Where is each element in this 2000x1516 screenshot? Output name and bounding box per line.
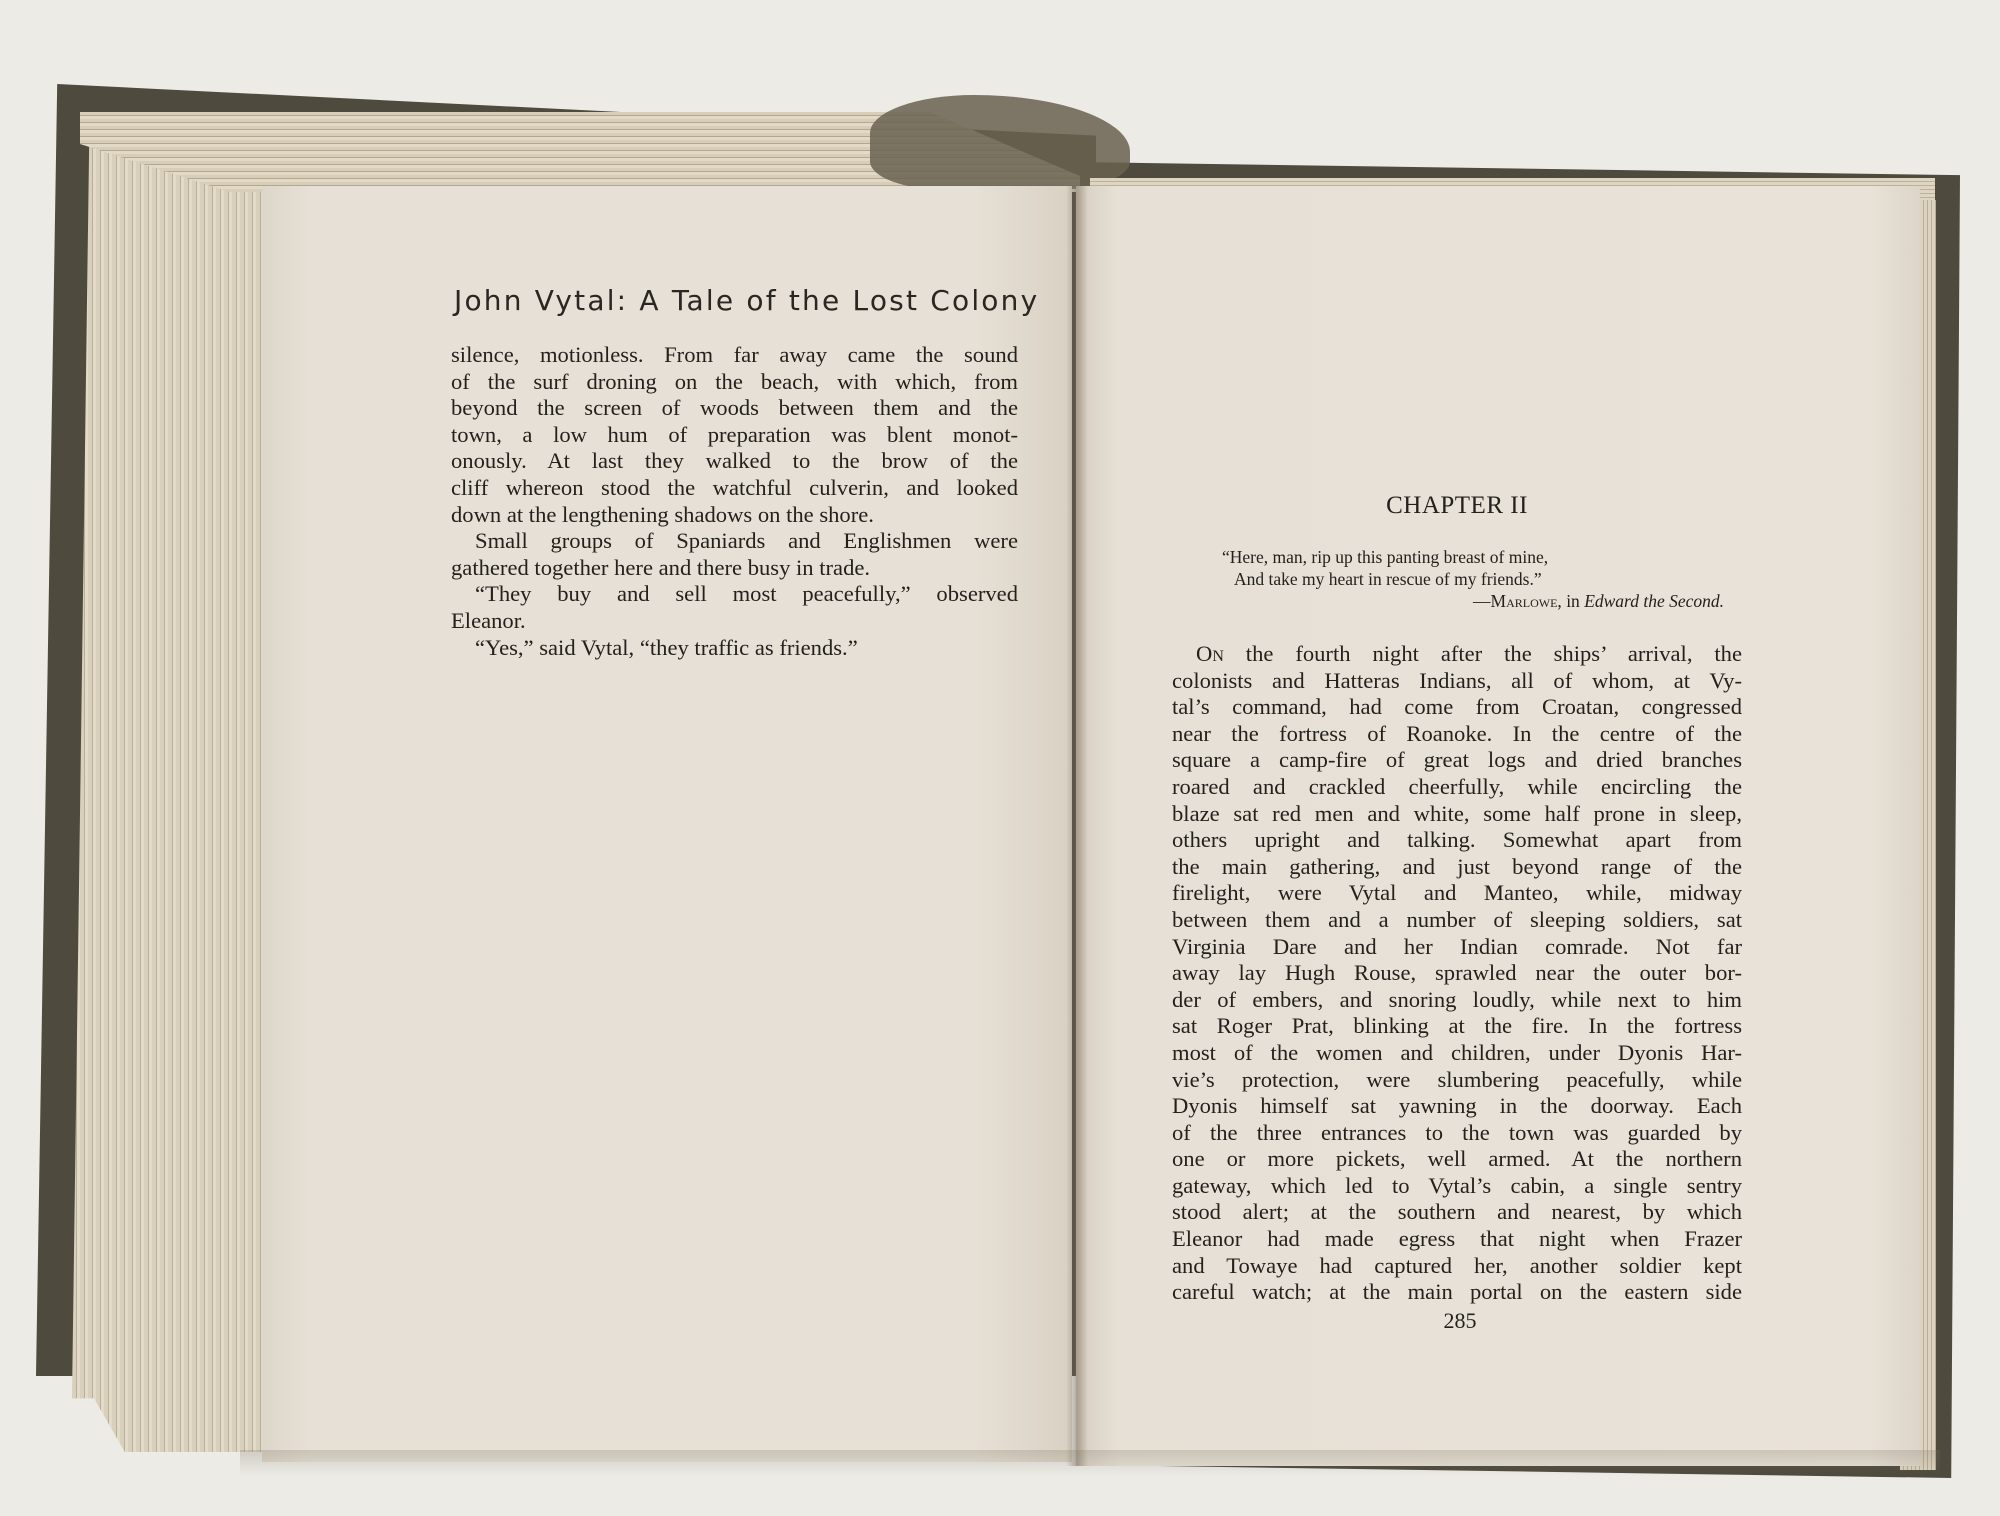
left-page-body — [451, 342, 1018, 661]
bottom-shadow — [240, 1450, 1940, 1476]
text-line: “They buy and sell most peacefully,” observed — [475, 581, 1018, 607]
text-line: blaze sat red men and white, some half prone in sleep, — [1172, 800, 1742, 826]
text-line: silence, motionless. From far away came the sound — [451, 342, 1018, 367]
text-line: and Towaye had captured her, another soldier kept — [1172, 1252, 1742, 1278]
text-line: town, a low hum of preparation was blent monot- — [451, 421, 1018, 447]
text-line: beyond the screen of woods between them and the — [451, 395, 1018, 421]
text-line: most of the women and children, under Dyonis Har- — [1172, 1039, 1742, 1065]
page-block-edge-left — [72, 112, 292, 1452]
epigraph-line: And take my heart in rescue of my friends.” — [1234, 569, 1542, 589]
text-line: sat Roger Prat, blinking at the fire. In the fortress — [1172, 1013, 1742, 1039]
chapter-title: CHAPTER II — [1386, 492, 1528, 519]
text-line: onously. At last they walked to the brow of the — [451, 448, 1018, 474]
text-line: Eleanor had made egress that night when Frazer — [1172, 1226, 1742, 1252]
book-gutter — [1066, 186, 1088, 1466]
running-head: John Vytal: A Tale of the Lost Colony — [454, 284, 1040, 317]
text-line: of the three entrances to the town was guarded by — [1172, 1119, 1742, 1145]
text-line: gathered together here and there busy in trade. — [451, 554, 871, 580]
text-line: one or more pickets, well armed. At the northern — [1172, 1146, 1742, 1172]
text-line: square a camp-fire of great logs and dried branches — [1172, 747, 1742, 773]
text-line: down at the lengthening shadows on the shore. — [451, 501, 874, 527]
text-line: “Yes,” said Vytal, “they traffic as friends.” — [475, 634, 858, 660]
text-line: Dyonis himself sat yawning in the doorway. Each — [1172, 1093, 1742, 1119]
page-number: 285 — [1443, 1308, 1477, 1333]
text-line: tal’s command, had come from Croatan, congressed — [1172, 694, 1742, 720]
text-line: stood alert; at the southern and nearest, by which — [1172, 1199, 1742, 1225]
text-line: near the fortress of Roanoke. In the centre of the — [1172, 720, 1742, 746]
epigraph-author: —Marlowe, — [1473, 591, 1562, 611]
text-line: vie’s protection, were slumbering peacefully, while — [1172, 1066, 1742, 1092]
text-line: of the surf droning on the beach, with which, from — [451, 368, 1018, 394]
text-line: gateway, which led to Vytal’s cabin, a single sentry — [1172, 1172, 1742, 1198]
text-line: others upright and talking. Somewhat apart from — [1172, 827, 1742, 853]
chapter-opening-word: On — [1196, 641, 1224, 666]
epigraph-work: Edward the Second. — [1584, 591, 1724, 611]
text-line: der of embers, and snoring loudly, while next to him — [1172, 986, 1742, 1012]
text-line: careful watch; at the main portal on the eastern side — [1172, 1279, 1742, 1305]
text-line: Small groups of Spaniards and Englishmen were — [475, 528, 1018, 554]
text-line: the main gathering, and just beyond range of the — [1172, 853, 1742, 879]
text-line: away lay Hugh Rouse, sprawled near the outer bor- — [1172, 960, 1742, 986]
epigraph-line: “Here, man, rip up this panting breast of mine, — [1222, 547, 1549, 567]
text-line — [1172, 641, 1742, 668]
text-line: colonists and Hatteras Indians, all of whom, at Vy- — [1172, 667, 1742, 693]
text-line: cliff whereon stood the watchful culverin, and looked — [451, 474, 1018, 500]
text-line: roared and crackled cheerfully, while encircling the — [1172, 773, 1742, 799]
text-line: Virginia Dare and her Indian comrade. Not far — [1172, 933, 1742, 959]
text-line: firelight, were Vytal and Manteo, while, midway — [1172, 880, 1742, 906]
text-line: between them and a number of sleeping soldiers, sat — [1172, 906, 1742, 932]
text-line: Eleanor. — [451, 607, 526, 633]
epigraph — [1222, 546, 1722, 612]
epigraph-in: in — [1561, 591, 1585, 611]
first-line-rest: the fourth night after the ships’ arrival, the — [1223, 641, 1742, 666]
epigraph-attribution — [1222, 590, 1724, 612]
right-page-body — [1172, 641, 1742, 1306]
worn-spine — [870, 95, 1130, 190]
